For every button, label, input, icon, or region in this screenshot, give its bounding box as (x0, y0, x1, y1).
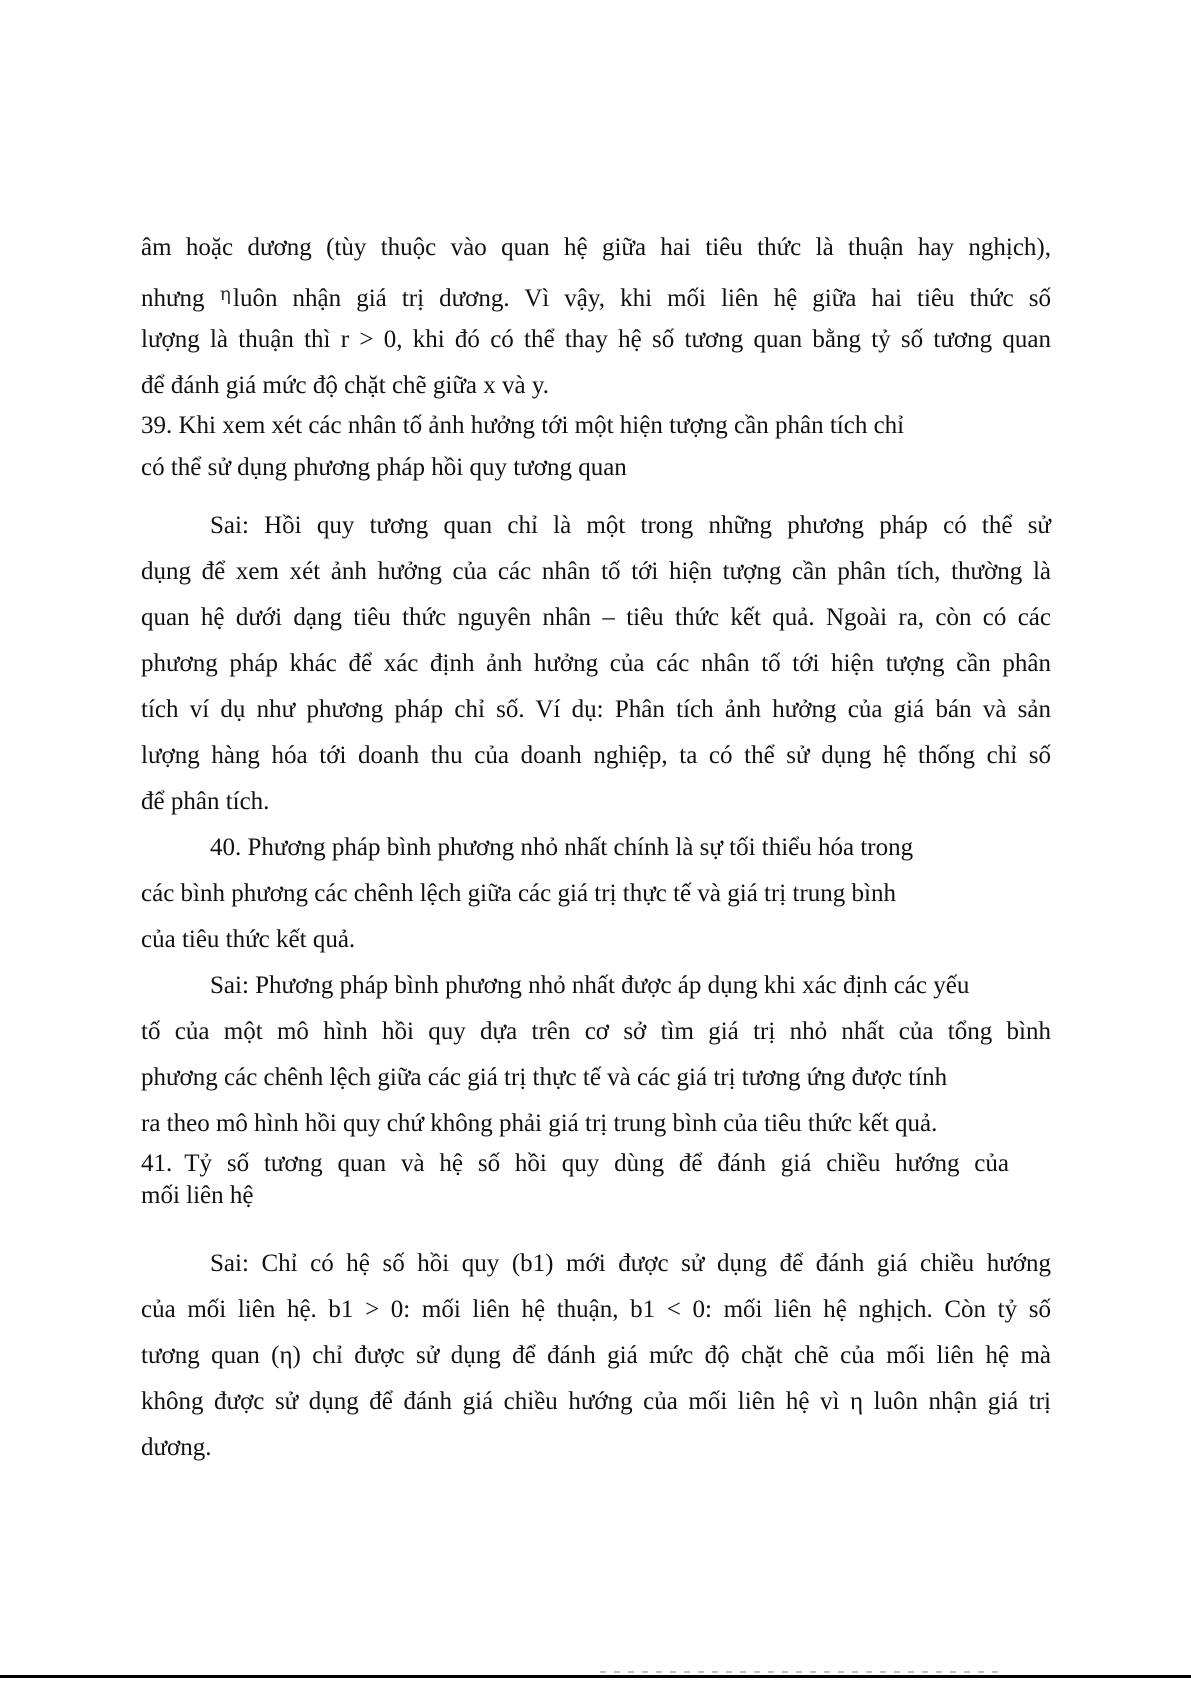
text-line: lượng là thuận thì r > 0, khi đó có thể thay hệ số tương quan bằng tỷ số tương quan (141, 326, 1051, 353)
question-line: 39. Khi xem xét các nhân tố ảnh hưởng tới một hiện tượng cần phân tích chỉ (141, 412, 905, 439)
answer-41 (141, 1241, 1051, 1471)
text-line: để đánh giá mức độ chặt chẽ giữa x và y. (141, 372, 549, 399)
answer-line: tố của một mô hình hồi quy dựa trên cơ sở tìm giá trị nhỏ nhất của tổng bình (141, 1018, 1051, 1045)
answer-line: tương quan (η) chỉ được sử dụng để đánh giá mức độ chặt chẽ của mối liên hệ mà (141, 1342, 1051, 1369)
answer-40 (141, 963, 1051, 1147)
question-line: của tiêu thức kết quả. (141, 926, 356, 953)
text-fragment: luôn nhận giá trị dương. Vì vậy, khi mối liên hệ giữa hai tiêu thức số (233, 285, 1051, 312)
answer-line: Sai: Hồi quy tương quan chỉ là một trong những phương pháp có thể sử (210, 512, 1051, 539)
answer-line: quan hệ dưới dạng tiêu thức nguyên nhân – tiêu thức kết quả. Ngoài ra, còn có các (141, 604, 1051, 631)
question-text: Tỷ số tương quan và hệ số hồi quy dùng để đánh giá chiều hướng của (184, 1150, 1009, 1177)
question-line: 40. Phương pháp bình phương nhỏ nhất chính là sự tối thiểu hóa trong (210, 834, 914, 861)
text-fragment: nhưng (141, 285, 205, 312)
answer-39 (141, 503, 1051, 825)
answer-line: Sai: Chỉ có hệ số hồi quy (b1) mới được sử dụng để đánh giá chiều hướng (210, 1250, 1051, 1277)
answer-line: dương. (141, 1434, 212, 1461)
document-page (141, 225, 1051, 1471)
answer-line: của mối liên hệ. b1 > 0: mối liên hệ thuận, b1 < 0: mối liên hệ nghịch. Còn tỷ số (141, 1296, 1051, 1323)
text-line (141, 271, 1051, 317)
question-line: có thể sử dụng phương pháp hồi quy tương quan (141, 454, 627, 481)
paragraph-continuation (141, 225, 1051, 409)
answer-line: lượng hàng hóa tới doanh thu của doanh nghiệp, ta có thể sử dụng hệ thống chỉ số (141, 742, 1051, 769)
answer-line: dụng để xem xét ảnh hưởng của các nhân tố tới hiện tượng cần phân tích, thường là (141, 558, 1051, 585)
answer-line: ra theo mô hình hồi quy chứ không phải giá trị trung bình của tiêu thức kết quả. (141, 1110, 938, 1137)
question-line (141, 1147, 1009, 1181)
question-number: 41. (141, 1150, 173, 1177)
answer-line: phương pháp khác để xác định ảnh hưởng của các nhân tố tới hiện tượng cần phân (141, 650, 1051, 677)
answer-line: phương các chênh lệch giữa các giá trị thực tế và các giá trị tương ứng được tính (141, 1064, 948, 1091)
question-40 (141, 825, 1051, 963)
scan-artifact (600, 1671, 1000, 1673)
answer-line: không được sử dụng để đánh giá chiều hướng của mối liên hệ vì η luôn nhận giá trị (141, 1388, 1051, 1415)
page-bottom-rule (0, 1675, 1191, 1678)
answer-line: tích ví dụ như phương pháp chỉ số. Ví dụ: Phân tích ảnh hưởng của giá bán và sản (141, 696, 1051, 723)
question-39 (141, 405, 1051, 489)
answer-line: Sai: Phương pháp bình phương nhỏ nhất được áp dụng khi xác định các yếu (210, 972, 970, 999)
question-41 (141, 1147, 1051, 1211)
question-line: mối liên hệ (141, 1182, 254, 1209)
question-line: các bình phương các chênh lệch giữa các giá trị thực tế và giá trị trung bình (141, 880, 896, 907)
eta-symbol: η (219, 283, 232, 305)
answer-line: để phân tích. (141, 788, 270, 815)
text-line: âm hoặc dương (tùy thuộc vào quan hệ giữa hai tiêu thức là thuận hay nghịch), (141, 234, 1051, 261)
